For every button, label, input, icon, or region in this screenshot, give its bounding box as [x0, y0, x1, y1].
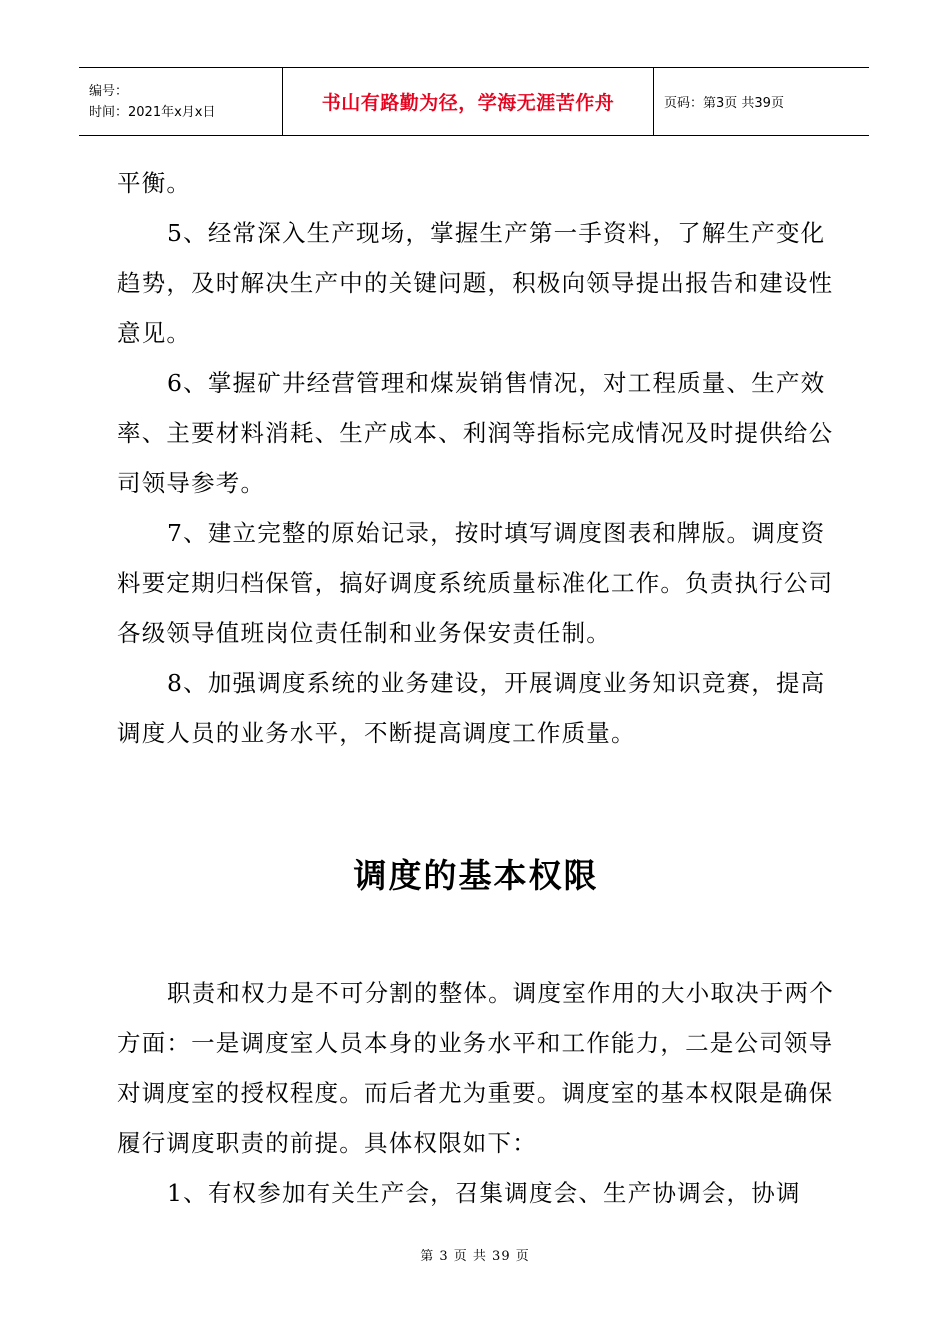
page-header [79, 67, 869, 136]
paragraph: 职责和权力是不可分割的整体。调度室作用的大小取决于两个方面：一是调度室人员本身的业务水平和工作能力，二是公司领导对调度室的授权程度。而后者尤为重要。调度室的基本权限是确保履行调度职责的前提。具体权限如下： [117, 979, 834, 1157]
header-meta [79, 68, 282, 135]
paragraph: 8、加强调度系统的业务建设，开展调度业务知识竞赛，提高调度人员的业务水平，不断提高调度工作质量。 [117, 669, 826, 747]
page-footer: 第 3 页 共 39 页 [420, 1249, 530, 1264]
paragraph: 5、经常深入生产现场，掌握生产第一手资料，了解生产变化趋势，及时解决生产中的关键问题，积极向领导提出报告和建设性意见。 [117, 219, 834, 347]
paragraph: 平衡。 [117, 169, 192, 197]
section-title: 调度的基本权限 [353, 856, 599, 895]
paragraph: 1、有权参加有关生产会，召集调度会、生产协调会，协调 [167, 1179, 801, 1207]
paragraph: 6、掌握矿井经营管理和煤炭销售情况，对工程质量、生产效率、主要材料消耗、生产成本、利润等指标完成情况及时提供给公司领导参考。 [117, 369, 834, 497]
paragraph: 7、建立完整的原始记录，按时填写调度图表和牌版。调度资料要定期归档保管，搞好调度系统质量标准化工作。负责执行公司各级领导值班岗位责任制和业务保安责任制。 [117, 519, 834, 647]
header-page-info: 页码：第3页 共39页 [664, 96, 784, 111]
doc-date: 时间：2021年x月x日 [89, 104, 216, 120]
doc-number-label: 编号： [89, 83, 129, 99]
document-body [117, 158, 835, 1218]
header-motto: 书山有路勤为径，学海无涯苦作舟 [282, 68, 654, 135]
